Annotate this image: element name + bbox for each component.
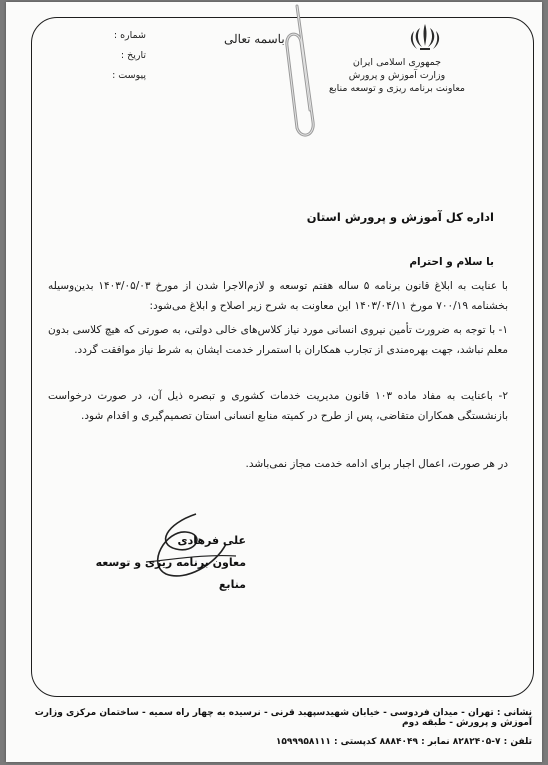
org-line-2: وزارت آموزش و پرورش [348, 70, 446, 81]
org-line-3: معاونت برنامه ریزی و توسعه منابع [328, 83, 466, 94]
letter-page [6, 2, 542, 762]
footer-phones: تلفن : ۷-۸۲۸۲۴۰۵ نمابر : ۸۸۸۴۰۴۹ کدپستی : ۱۵۹۹۹۵۸۱۱۱ [275, 737, 532, 747]
org-line-1: جمهوری اسلامی ایران [352, 57, 442, 68]
closing-paragraph: در هر صورت، اعمال اجبار برای ادامه خدمت مجاز نمی‌باشد. [245, 458, 508, 470]
clause-2: ۲- باعنایت به مفاد ماده ۱۰۳ قانون مدیریت خدمات کشوری و تبصره ذیل آن، در صورت درخواست بازنشستگی همکاران متقاضی، پس از طرح در کمیته منابع انسانی استان تصمیم‌گیری و اقدام شود. [48, 390, 508, 422]
intro-paragraph: با عنایت به ابلاغ قانون برنامه ۵ ساله هفتم توسعه و لازم‌الاجرا شدن از مورخ ۱۴۰۳/۰۵/۰۳ بدین‌وسیله بخشنامه ۷۰۰/۱۹ مورخ ۱۴۰۳/۰۴/۱۱ این معاونت به شرح زیر اصلاح و ابلاغ می‌شود: [48, 280, 508, 312]
letter-meta [98, 26, 146, 86]
recipient: اداره کل آموزش و پرورش استان [306, 210, 494, 224]
clause-1: ۱- با توجه به ضرورت تأمین نیروی انسانی مورد نیاز کلاس‌های خالی دولتی، به صورتی که هیچ کلاسی بدون معلم نباشد، جهت بهره‌مندی از تجارب همکاران با استمرار خدمت ایشان به شرط نیاز موافقت گردد. [48, 324, 508, 356]
meta-date-label: تاریخ : [120, 50, 146, 61]
footer-address: نشانی : تهران - میدان فردوسی - خیابان شهیدسپهبد قرنی - نرسیده به چهار راه سمیه - ساختمان مرکزی وزارت آموزش و پرورش - طبقه دوم [34, 708, 532, 728]
signer-title: معاون برنامه ریزی و توسعه منابع [95, 556, 246, 591]
bismillah-heading: باسمه تعالی [224, 32, 285, 46]
meta-attachment-label: پیوست : [112, 70, 146, 81]
iran-emblem-icon [408, 22, 442, 52]
salutation: با سلام و احترام [409, 256, 494, 268]
signature-block [66, 530, 246, 596]
organization-name [302, 56, 492, 95]
meta-number-label: شماره : [113, 30, 146, 41]
paper-clip-icon [283, 2, 327, 142]
signer-name: علی فرهادی [177, 534, 246, 547]
